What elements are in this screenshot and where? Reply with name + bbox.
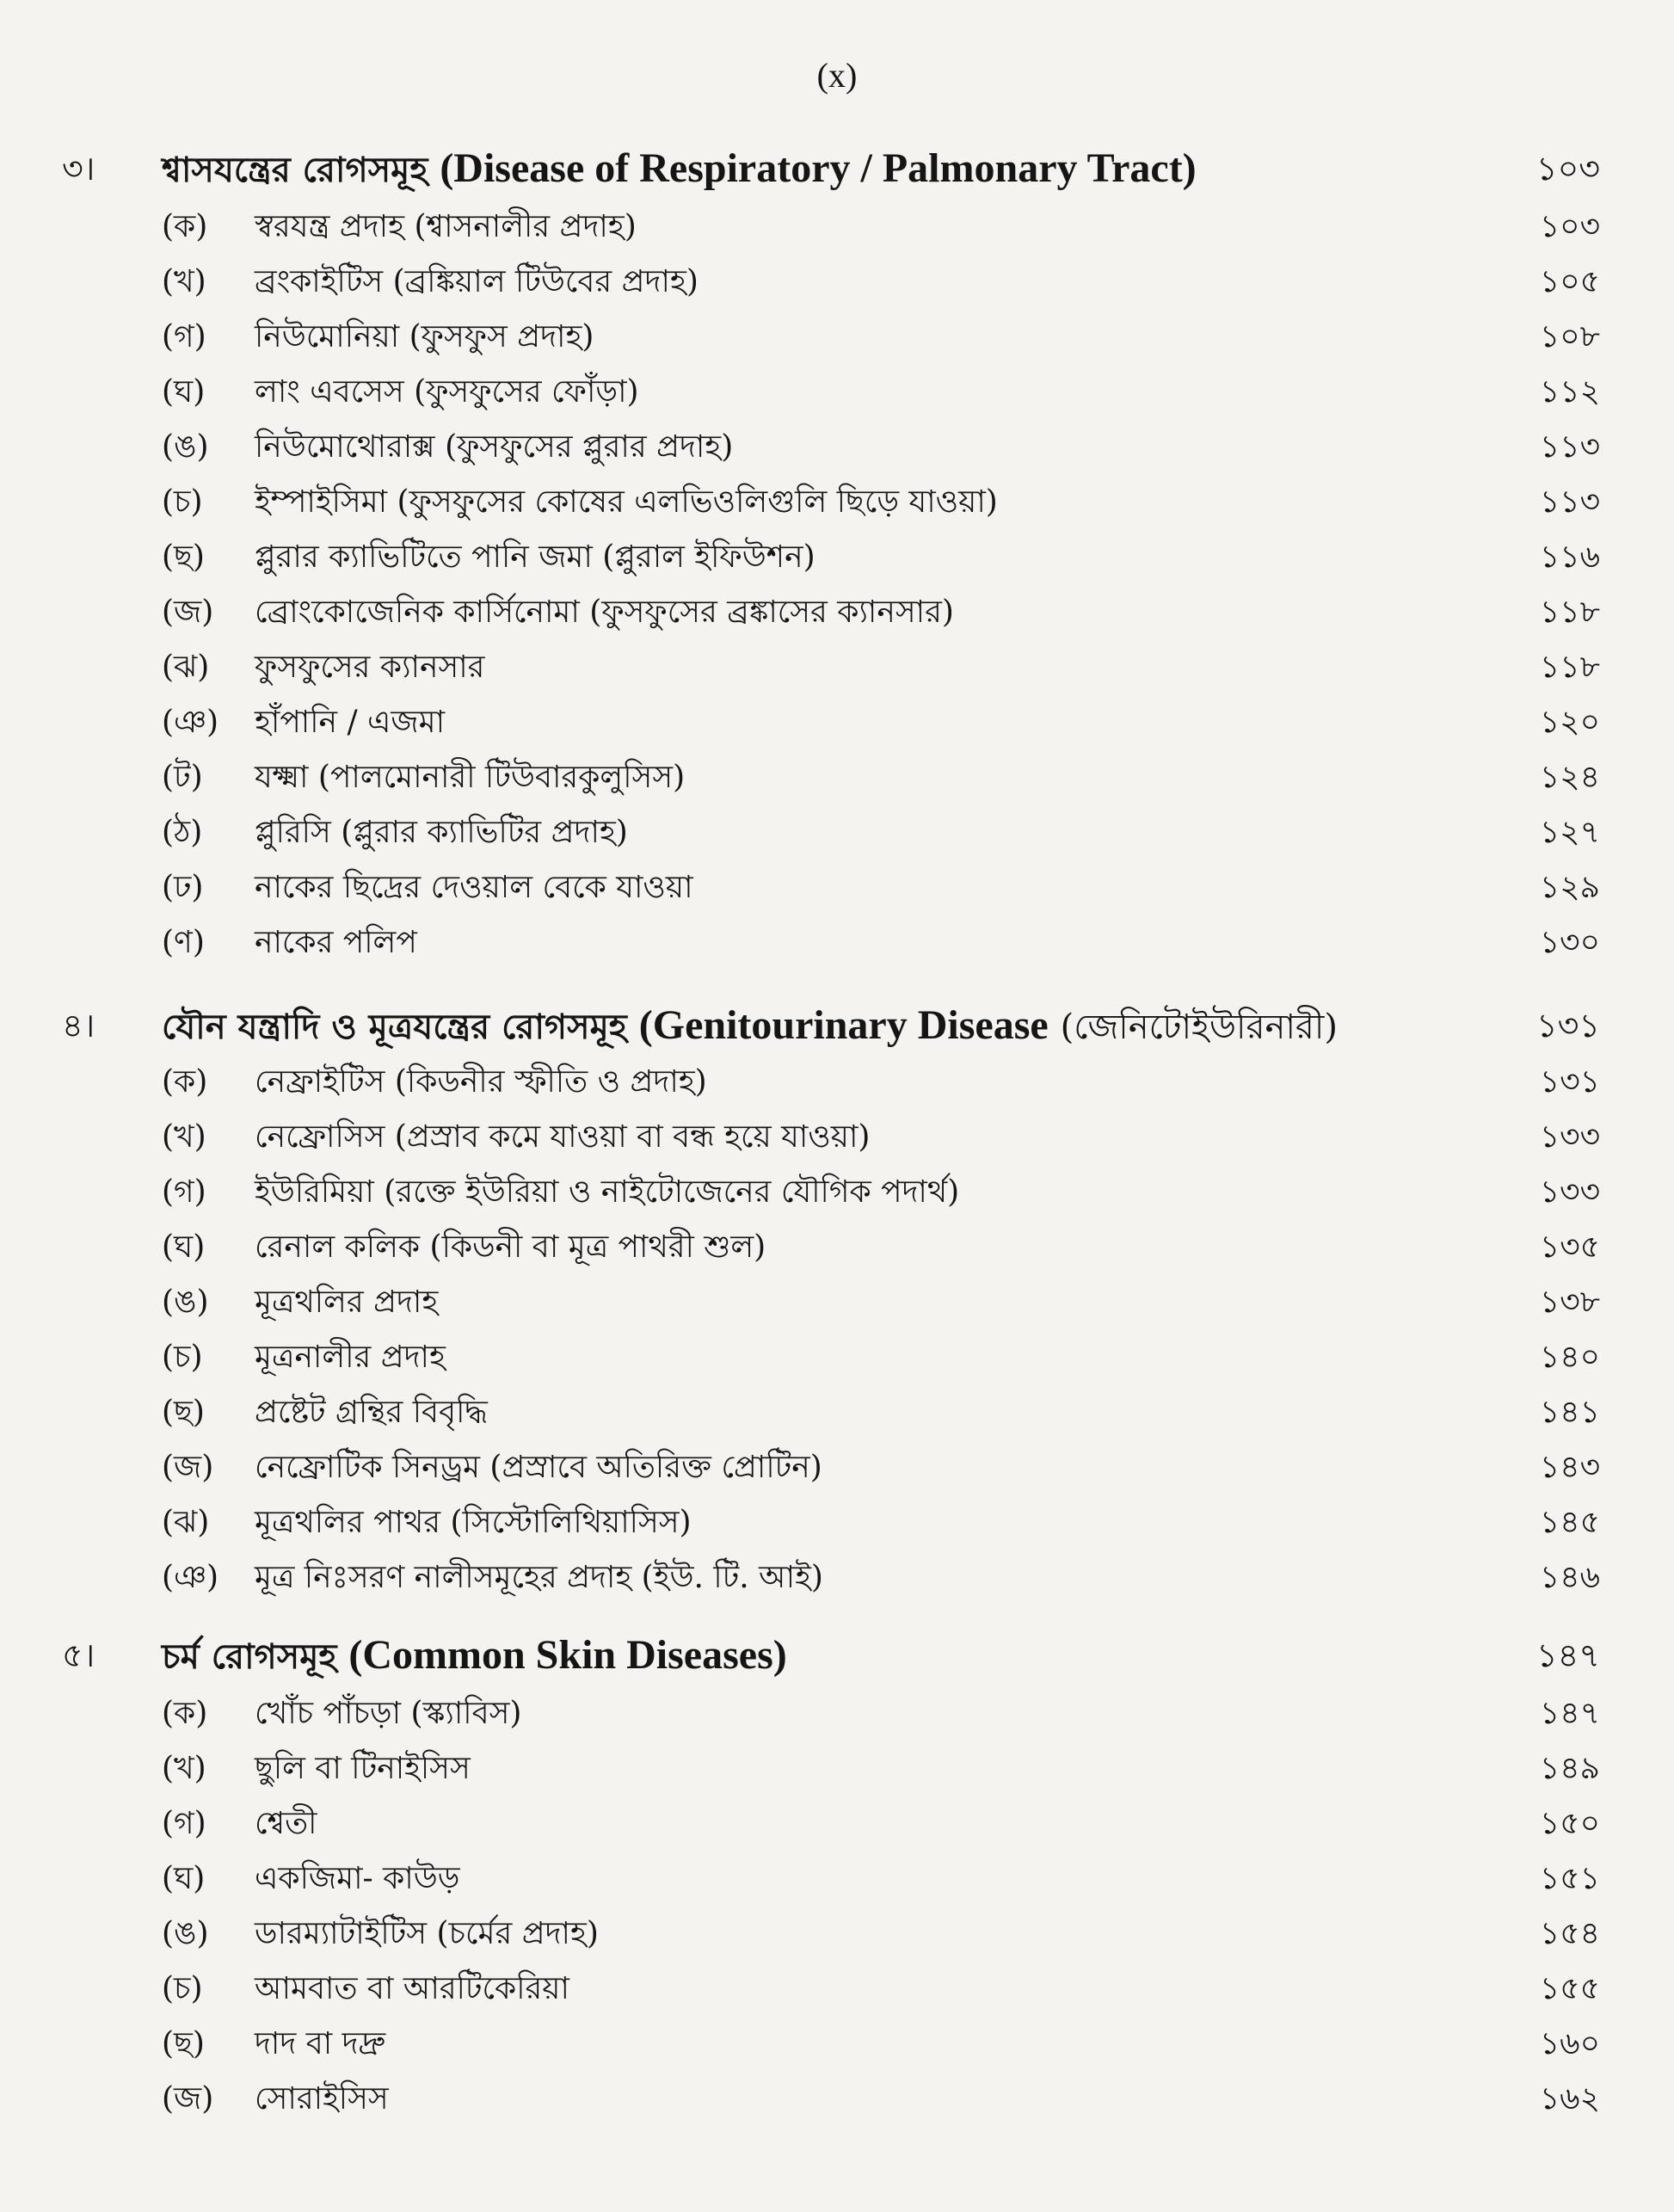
item-letter: (খ) bbox=[162, 1119, 206, 1155]
item-page-number: ১১৮ bbox=[1539, 595, 1600, 630]
item-title: নিউমোনিয়া (ফুসফুস প্রদাহ) bbox=[255, 319, 594, 354]
item-page-number: ১৩৩ bbox=[1539, 1119, 1600, 1155]
item-title: নেফ্রাইটিস (কিডনীর স্ফীতি ও প্রদাহ) bbox=[255, 1064, 707, 1100]
item-letter: (ঞ) bbox=[162, 705, 219, 740]
item-title: প্রষ্টেট গ্রন্থির বিবৃদ্ধি bbox=[255, 1395, 488, 1430]
item-page-number: ১২০ bbox=[1539, 705, 1600, 740]
item-letter: (খ) bbox=[162, 1751, 206, 1786]
item-page-number: ১৬০ bbox=[1539, 2026, 1600, 2061]
item-letter: (ঝ) bbox=[162, 1505, 210, 1540]
item-letter: (গ) bbox=[162, 1174, 206, 1210]
item-letter: (ঢ) bbox=[162, 870, 204, 905]
item-letter: (চ) bbox=[162, 1971, 203, 2006]
item-letter: (ঘ) bbox=[162, 1861, 206, 1896]
item-letter: (জ) bbox=[162, 1450, 214, 1485]
item-title: ডারম্যাটাইটিস (চর্মের প্রদাহ) bbox=[255, 1916, 599, 1951]
item-title: শ্বেতী bbox=[255, 1806, 317, 1841]
section-number: ৫। bbox=[62, 1636, 95, 1674]
item-title: ছুলি বা টিনাইসিস bbox=[255, 1751, 471, 1786]
section-title-bn: শ্বাসযন্ত্রের রোগসমূহ bbox=[162, 150, 428, 190]
item-page-number: ১৫৪ bbox=[1539, 1916, 1600, 1951]
item-title: ইম্পাইসিমা (ফুসফুসের কোষের এলভিওলিগুলি ছিড়ে যাওয়া) bbox=[255, 484, 998, 520]
item-title: মূত্রথলির পাথর (সিস্টোলিথিয়াসিস) bbox=[255, 1505, 692, 1540]
item-page-number: ১০৮ bbox=[1539, 319, 1600, 354]
item-title: নেফ্রোটিক সিনড্রম (প্রস্রাবে অতিরিক্ত প্রোটিন) bbox=[255, 1450, 822, 1485]
item-page-number: ১২৭ bbox=[1539, 815, 1600, 850]
item-letter: (ক) bbox=[162, 1696, 208, 1731]
item-page-number: ১৩৩ bbox=[1539, 1174, 1600, 1210]
item-page-number: ১১২ bbox=[1539, 374, 1600, 410]
item-page-number: ১১৩ bbox=[1539, 429, 1600, 465]
section-title-en: (Common Skin Diseases) bbox=[348, 1632, 787, 1678]
item-title: ইউরিমিয়া (রক্তে ইউরিয়া ও নাইটোজেনের যৌগিক পদার্থ) bbox=[255, 1174, 960, 1210]
section-number: ৪। bbox=[62, 1007, 95, 1044]
item-letter: (গ) bbox=[162, 319, 206, 354]
item-page-number: ১৩৫ bbox=[1539, 1229, 1600, 1265]
item-letter: (ঙ) bbox=[162, 1285, 209, 1320]
item-title: লাং এবসেস (ফুসফুসের ফোঁড়া) bbox=[255, 374, 639, 410]
item-title: আমবাত বা আরটিকেরিয়া bbox=[255, 1971, 569, 2006]
section-page-number: ১৩১ bbox=[1536, 1007, 1600, 1044]
section-page-number: ১৪৭ bbox=[1536, 1636, 1600, 1674]
item-page-number: ১৩৮ bbox=[1539, 1285, 1600, 1320]
item-title: মূত্রথলির প্রদাহ bbox=[255, 1285, 439, 1320]
item-letter: (চ) bbox=[162, 1340, 203, 1375]
item-letter: (ছ) bbox=[162, 539, 205, 575]
item-page-number: ১৩১ bbox=[1539, 1064, 1600, 1100]
section-title bbox=[162, 141, 1197, 196]
item-letter: (ট) bbox=[162, 760, 203, 795]
item-page-number: ১৪১ bbox=[1539, 1395, 1600, 1430]
item-letter: (জ) bbox=[162, 2081, 214, 2116]
item-page-number: ১৪০ bbox=[1539, 1340, 1600, 1375]
item-page-number: ১০৫ bbox=[1539, 264, 1600, 299]
item-title: ব্রোংকোজেনিক কার্সিনোমা (ফুসফুসের ব্রঙ্কাসের ক্যানসার) bbox=[255, 595, 954, 630]
item-letter: (ছ) bbox=[162, 1395, 205, 1430]
item-title: নাকের পলিপ bbox=[255, 925, 417, 960]
item-page-number: ১৫১ bbox=[1539, 1861, 1600, 1896]
item-letter: (ছ) bbox=[162, 2026, 205, 2061]
item-page-number: ১০৩ bbox=[1539, 209, 1600, 244]
item-title: হাঁপানি / এজমা bbox=[255, 705, 446, 740]
item-page-number: ১৪৩ bbox=[1539, 1450, 1600, 1485]
item-letter: (গ) bbox=[162, 1806, 206, 1841]
item-title: ফুসফুসের ক্যানসার bbox=[255, 650, 485, 685]
item-letter: (জ) bbox=[162, 595, 214, 630]
item-page-number: ১৫৫ bbox=[1539, 1971, 1600, 2006]
section-title-suffix: (জেনিটোইউরিনারী) bbox=[1060, 1007, 1338, 1047]
item-title: নেফ্রোসিস (প্রস্রাব কমে যাওয়া বা বন্ধ হয়ে যাওয়া) bbox=[255, 1119, 871, 1155]
item-letter: (ণ) bbox=[162, 925, 205, 960]
item-title: প্লুরার ক্যাভিটিতে পানি জমা (প্লুরাল ইফিউশন) bbox=[255, 539, 815, 575]
section-number: ৩। bbox=[62, 150, 95, 188]
item-page-number: ১১৮ bbox=[1539, 650, 1600, 685]
item-title: রেনাল কলিক (কিডনী বা মূত্র পাথরী শুল) bbox=[255, 1229, 766, 1265]
page-number-label: (x) bbox=[816, 56, 858, 95]
item-page-number: ১৪৫ bbox=[1539, 1505, 1600, 1540]
section-title-en: (Disease of Respiratory / Palmonary Tract) bbox=[440, 145, 1197, 191]
item-title: প্লুরিসি (প্লুরার ক্যাভিটির প্রদাহ) bbox=[255, 815, 628, 850]
item-title: একজিমা- কাউড় bbox=[255, 1861, 460, 1896]
item-letter: (ঙ) bbox=[162, 1916, 209, 1951]
item-title: যক্ষ্মা (পালমোনারী টিউবারকুলুসিস) bbox=[255, 760, 686, 795]
section-page-number: ১০৩ bbox=[1536, 150, 1600, 188]
item-page-number: ১২৯ bbox=[1539, 870, 1600, 905]
item-title: খোঁচ পাঁচড়া (স্ক্যাবিস) bbox=[255, 1696, 522, 1731]
item-letter: (ক) bbox=[162, 209, 208, 244]
item-letter: (ঠ) bbox=[162, 815, 203, 850]
section-title-bn: যৌন যন্ত্রাদি ও মূত্রযন্ত্রের রোগসমূহ bbox=[162, 1007, 627, 1047]
item-page-number: ১২৪ bbox=[1539, 760, 1600, 795]
item-title: ব্রংকাইটিস (ব্রঙ্কিয়াল টিউবের প্রদাহ) bbox=[255, 264, 699, 299]
item-letter: (চ) bbox=[162, 484, 203, 520]
item-page-number: ১১৩ bbox=[1539, 484, 1600, 520]
item-title: স্বরযন্ত্র প্রদাহ (শ্বাসনালীর প্রদাহ) bbox=[255, 209, 637, 244]
item-letter: (ঞ) bbox=[162, 1560, 219, 1595]
item-letter: (ঝ) bbox=[162, 650, 210, 685]
item-letter: (ক) bbox=[162, 1064, 208, 1100]
item-page-number: ১৪৬ bbox=[1539, 1560, 1600, 1595]
item-page-number: ১৬২ bbox=[1539, 2081, 1600, 2116]
item-title: সোরাইসিস bbox=[255, 2081, 389, 2116]
item-page-number: ১৫০ bbox=[1539, 1806, 1600, 1841]
section-title bbox=[162, 1628, 787, 1683]
item-page-number: ১৩০ bbox=[1539, 925, 1600, 960]
item-page-number: ১১৬ bbox=[1539, 539, 1600, 575]
item-title: মূত্রনালীর প্রদাহ bbox=[255, 1340, 446, 1375]
section-title-en: (Genitourinary Disease bbox=[638, 1002, 1049, 1048]
item-title: দাদ বা দদ্রু bbox=[255, 2026, 386, 2061]
item-page-number: ১৪৯ bbox=[1539, 1751, 1600, 1786]
item-letter: (ঘ) bbox=[162, 1229, 206, 1265]
item-letter: (খ) bbox=[162, 264, 206, 299]
section-title bbox=[162, 998, 1338, 1053]
item-title: মূত্র নিঃসরণ নালীসমূহের প্রদাহ (ইউ. টি. আই) bbox=[255, 1560, 823, 1595]
item-page-number: ১৪৭ bbox=[1539, 1696, 1600, 1731]
item-title: নিউমোথোরাক্স (ফুসফুসের প্লুরার প্রদাহ) bbox=[255, 429, 734, 465]
section-title-bn: চর্ম রোগসমূহ bbox=[162, 1636, 337, 1677]
item-letter: (ঘ) bbox=[162, 374, 206, 410]
item-letter: (ঙ) bbox=[162, 429, 209, 465]
item-title: নাকের ছিদ্রের দেওয়াল বেকে যাওয়া bbox=[255, 870, 693, 905]
